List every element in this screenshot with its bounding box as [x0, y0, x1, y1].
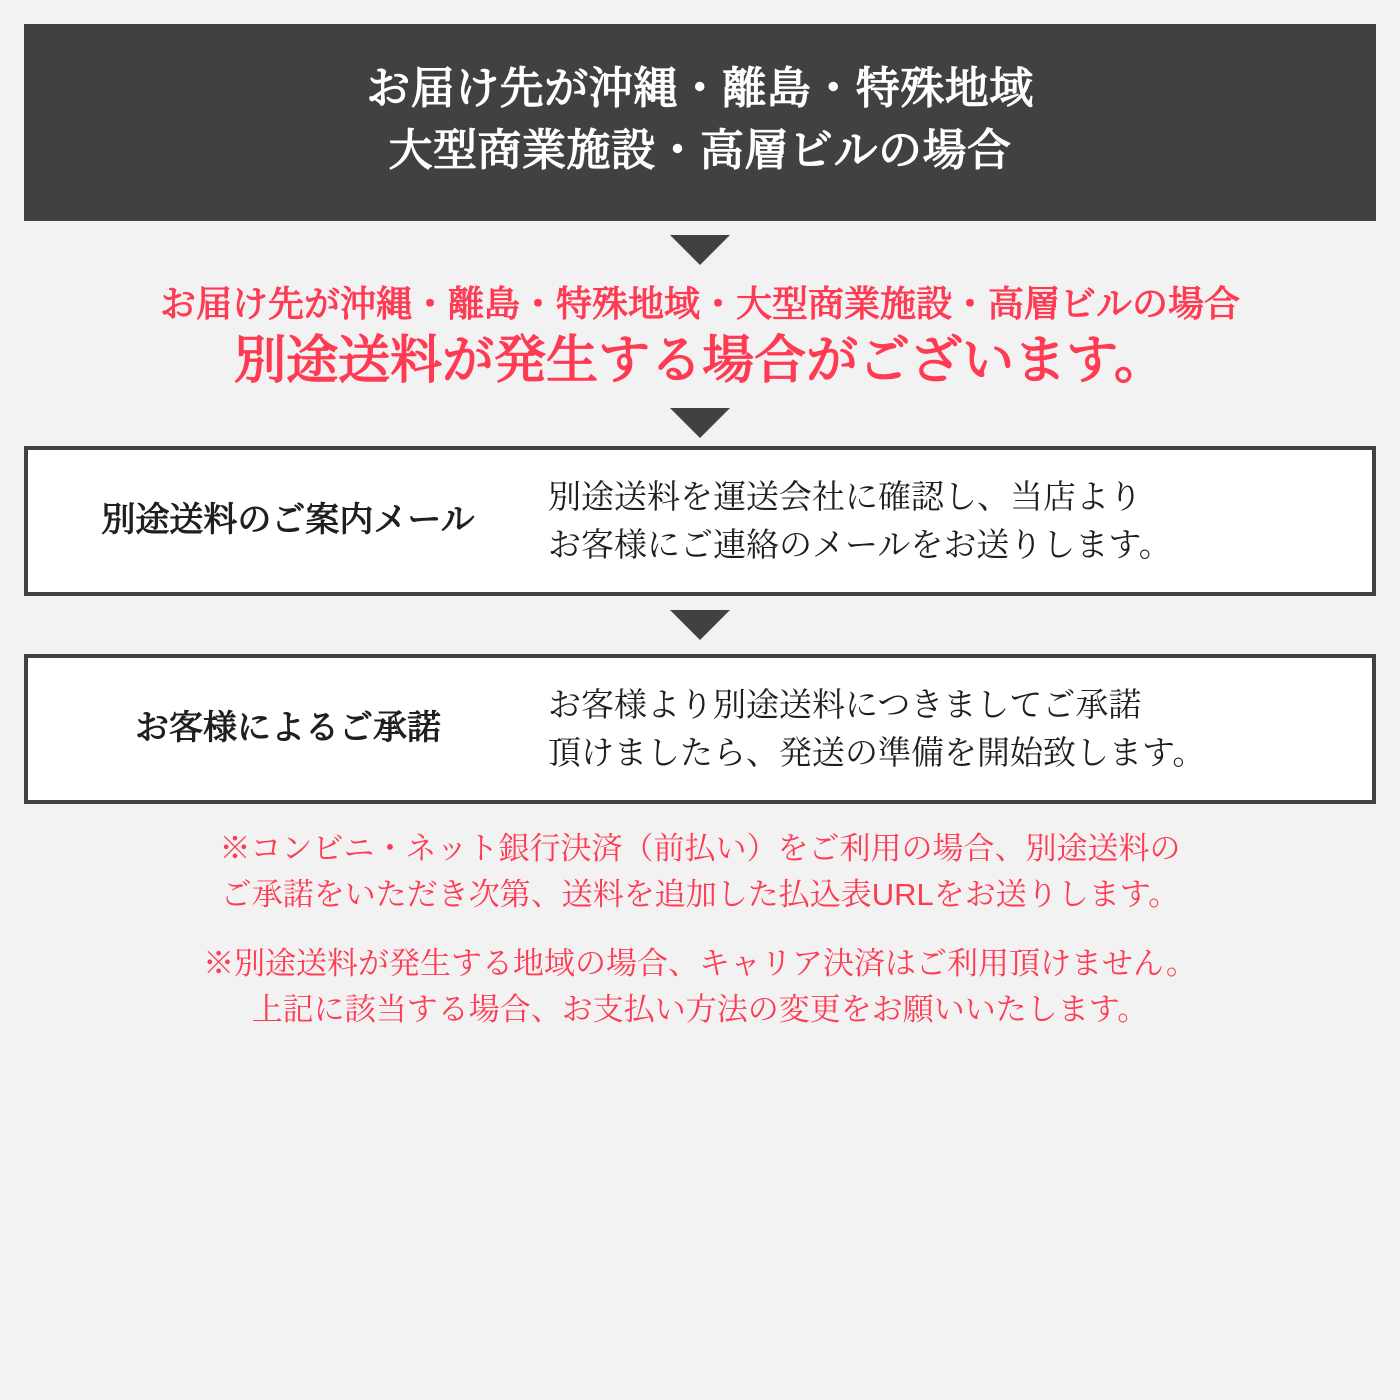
step-2-description	[548, 681, 1372, 777]
step-box-2	[24, 654, 1376, 804]
step-2-description-line-2: 頂けましたら、発送の準備を開始致します。	[548, 733, 1206, 771]
arrow-1-wrapper	[24, 221, 1376, 279]
step-1-description	[548, 473, 1372, 569]
footnote-2-line-1: ※別途送料が発生する地域の場合、キャリア決済はご利用頂けません。	[203, 945, 1197, 981]
footnote-1-line-1: ※コンビニ・ネット銀行決済（前払い）をご利用の場合、別途送料の	[219, 830, 1181, 866]
arrow-2-wrapper	[24, 400, 1376, 446]
triangle-down-icon	[670, 610, 730, 640]
triangle-down-icon	[670, 408, 730, 438]
header-banner-line-1: お届け先が沖縄・離島・特殊地域	[366, 64, 1034, 113]
emphasis-line-2: 別途送料が発生する場合がございます。	[234, 331, 1166, 390]
header-banner	[24, 24, 1376, 221]
step-box-1	[24, 446, 1376, 596]
arrow-3-wrapper	[24, 596, 1376, 654]
header-banner-line-2: 大型商業施設・高層ビルの場合	[388, 126, 1012, 176]
emphasis-block	[24, 279, 1376, 400]
footnote-1	[24, 826, 1376, 919]
footnote-2-line-2: 上記に該当する場合、お支払い方法の変更をお願いいたします。	[251, 992, 1149, 1028]
triangle-down-icon	[670, 235, 730, 265]
footnotes	[24, 826, 1376, 1034]
step-1-label: 別途送料のご案内メール	[101, 501, 475, 540]
emphasis-line-1: お届け先が沖縄・離島・特殊地域・大型商業施設・高層ビルの場合	[159, 282, 1240, 324]
step-2-label: お客様によるご承諾	[135, 709, 441, 748]
step-1-description-line-1: 別途送料を運送会社に確認し、当店より	[548, 477, 1142, 515]
step-1-description-line-2: お客様にご連絡のメールをお送りします。	[548, 525, 1172, 563]
step-2-description-line-1: お客様より別途送料につきましてご承諾	[548, 685, 1142, 723]
footnote-1-line-2: ご承諾をいただき次第、送料を追加した払込表URLをお送りします。	[220, 877, 1180, 913]
footnote-2	[24, 941, 1376, 1034]
